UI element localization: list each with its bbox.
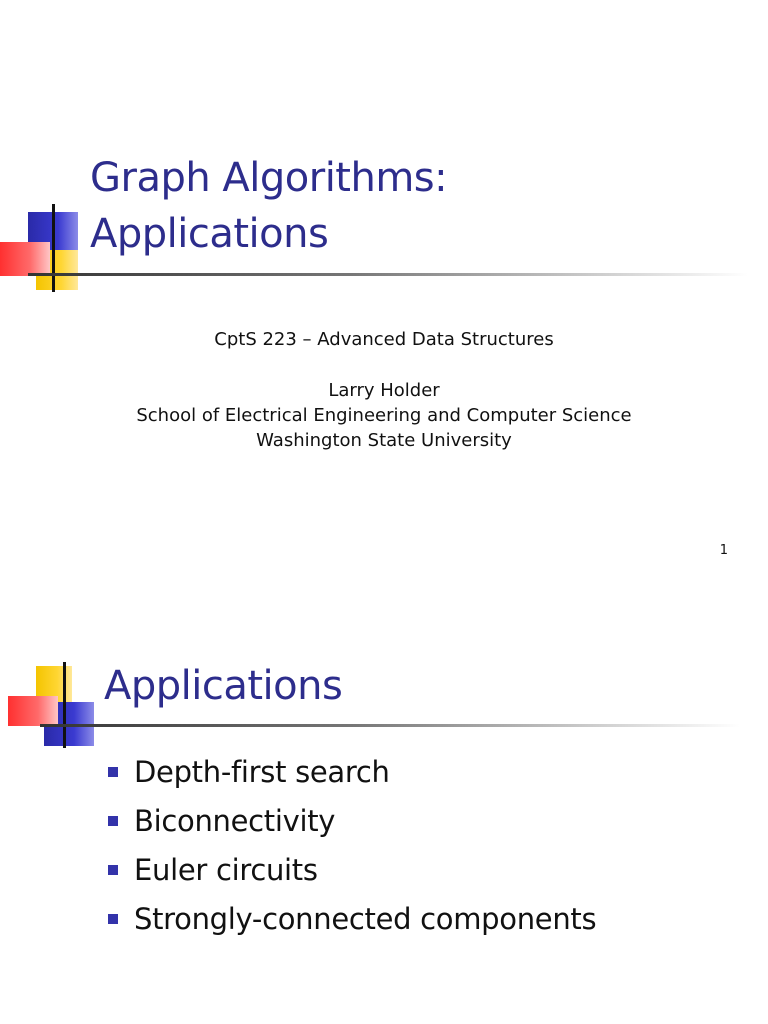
list-item [108, 845, 596, 894]
subtitle-block [0, 327, 768, 453]
course-name: CptS 223 – Advanced Data Structures [214, 329, 554, 350]
decoration-vertical-line [63, 662, 66, 748]
decoration-vertical-line [52, 204, 55, 292]
author-name: Larry Holder [328, 380, 440, 401]
bullet-text: Biconnectivity [134, 803, 336, 838]
slide-title-line-1: Graph Algorithms: [90, 155, 448, 201]
square-bullet-icon [108, 865, 118, 875]
square-bullet-icon [108, 816, 118, 826]
page-number: 1 [719, 543, 728, 558]
list-item [108, 796, 596, 845]
title-rule [40, 724, 740, 727]
red-square [8, 696, 58, 726]
square-bullet-icon [108, 767, 118, 777]
list-item [108, 894, 596, 943]
school-name: School of Electrical Engineering and Computer Science [136, 405, 632, 426]
corner-decoration [8, 660, 108, 755]
square-bullet-icon [108, 914, 118, 924]
university-name: Washington State University [256, 430, 512, 451]
bullet-text: Euler circuits [134, 852, 318, 887]
content-slide [0, 600, 768, 1024]
title-rule [28, 273, 748, 276]
slide-title: Applications [104, 663, 343, 709]
bullet-list [108, 747, 596, 943]
slide-title-line-2: Applications [90, 211, 329, 257]
list-item [108, 747, 596, 796]
red-square [0, 242, 50, 276]
bullet-text: Depth-first search [134, 754, 390, 789]
bullet-text: Strongly-connected components [134, 901, 597, 936]
